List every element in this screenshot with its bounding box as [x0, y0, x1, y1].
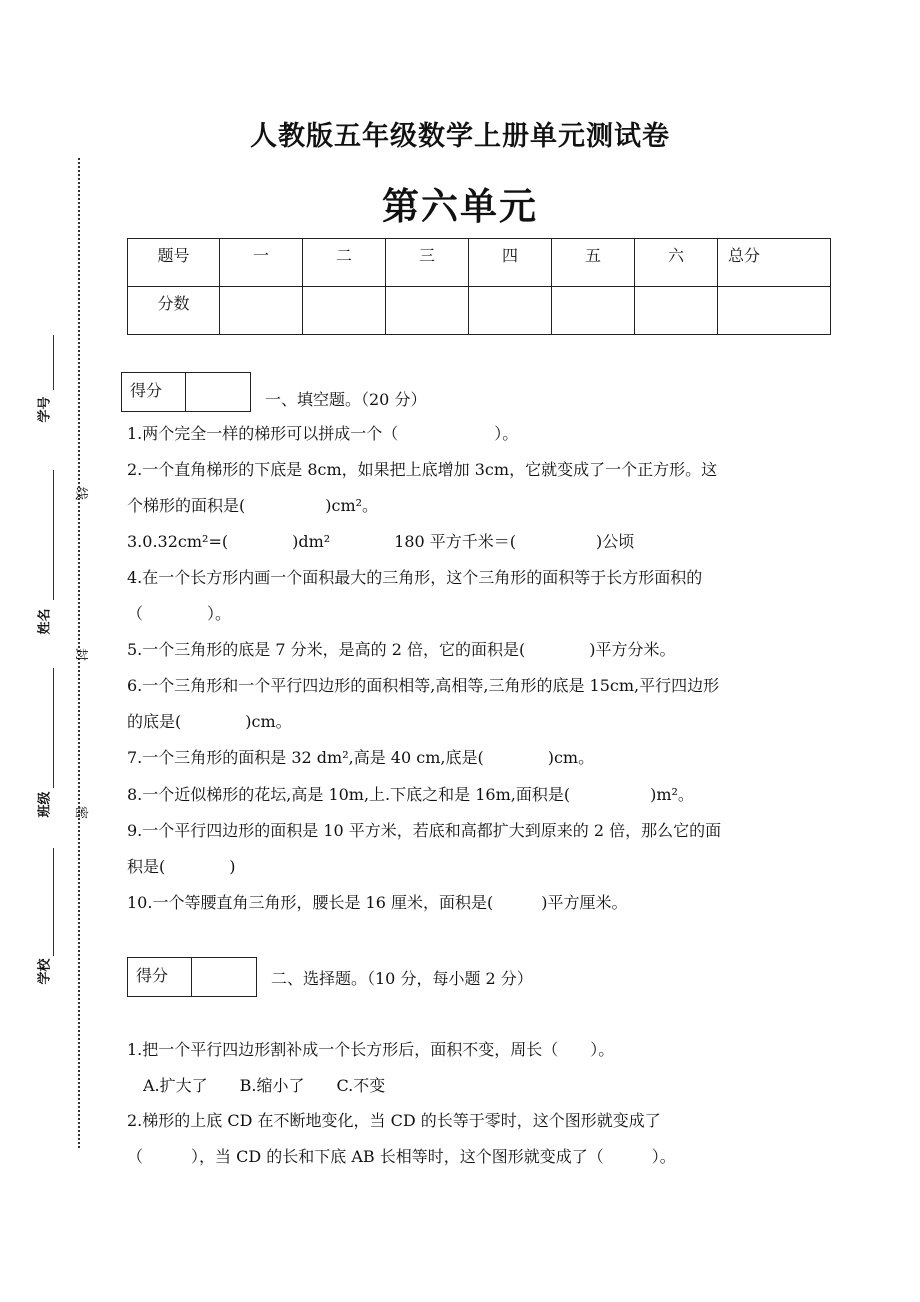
score-table-score-row: [128, 287, 831, 335]
score-input-cell[interactable]: [469, 287, 552, 335]
score-input-cell[interactable]: [386, 287, 469, 335]
question-line: 2.一个直角梯形的下底是 8cm，如果把上底增加 3cm，它就变成了一个正方形。这: [127, 460, 718, 479]
score-input-cell[interactable]: [552, 287, 635, 335]
side-label-school: 学校: [37, 958, 53, 985]
question-line: 8.一个近似梯形的花坛,高是 10m,上.下底之和是 16m,面积是( )m²。: [127, 785, 694, 804]
question-line: 4.在一个长方形内画一个面积最大的三角形，这个三角形的面积等于长方形面积的: [127, 568, 703, 587]
side-fill-line-student-id: [53, 335, 54, 390]
section1-score-box: [121, 372, 251, 412]
side-label-student-id: 学号: [37, 396, 53, 423]
seal-mark-secret: 密: [73, 805, 89, 820]
score-table-cell: 三: [386, 239, 469, 287]
unit-title: 第六单元: [382, 184, 538, 228]
section2-score-box: [127, 957, 257, 997]
side-label-name: 姓名: [37, 608, 53, 635]
question-line: 个梯形的面积是( )cm²。: [127, 496, 379, 515]
score-input-cell[interactable]: [303, 287, 386, 335]
score-table-cell: 一: [220, 239, 303, 287]
score-box-blank[interactable]: [186, 373, 250, 411]
score-box-label: 得分: [128, 958, 192, 996]
score-table-cell: 总分: [718, 239, 831, 287]
score-table-header-row: [128, 239, 831, 287]
page-title: 人教版五年级数学上册单元测试卷: [250, 121, 670, 152]
score-table-cell: 二: [303, 239, 386, 287]
side-fill-line-class: [53, 668, 54, 788]
question-line: 2.梯形的上底 CD 在不断地变化，当 CD 的长等于零时，这个图形就变成了: [127, 1111, 661, 1130]
question-line: 的底是( )cm。: [127, 712, 292, 731]
question-line: 3.0.32cm²=( )dm² 180 平方千米＝( )公顷: [127, 532, 635, 551]
question-line: 5.一个三角形的底是 7 分米，是高的 2 倍，它的面积是( )平方分米。: [127, 640, 676, 659]
question-line: A.扩大了 B.缩小了 C.不变: [127, 1076, 386, 1095]
seal-mark-line: 线: [73, 486, 89, 501]
section2-title: 二、选择题。（10 分，每小题 2 分）: [271, 969, 533, 988]
question-line: （ ），当 CD 的长和下底 AB 长相等时，这个图形就变成了（ ）。: [127, 1147, 676, 1166]
section1-title: 一、填空题。（20 分）: [265, 390, 427, 409]
question-line: 10.一个等腰直角三角形，腰长是 16 厘米，面积是( )平方厘米。: [127, 893, 628, 912]
score-input-cell[interactable]: [718, 287, 831, 335]
score-box-label: 得分: [122, 373, 186, 411]
score-table-cell: 题号: [128, 239, 220, 287]
question-line: 6.一个三角形和一个平行四边形的面积相等,高相等,三角形的底是 15cm,平行四边形: [127, 676, 720, 695]
question-line: 1.把一个平行四边形割补成一个长方形后，面积不变，周长（ ）。: [127, 1040, 615, 1059]
score-input-cell[interactable]: [220, 287, 303, 335]
score-table: [127, 238, 831, 335]
score-table-cell: 分数: [128, 287, 220, 335]
question-line: 9.一个平行四边形的面积是 10 平方米，若底和高都扩大到原来的 2 倍，那么它的面: [127, 821, 722, 840]
question-line: 积是( ): [127, 857, 236, 876]
question-line: 1.两个完全一样的梯形可以拼成一个（ ）。: [127, 424, 519, 443]
side-fill-line-name: [53, 470, 54, 600]
question-line: 7.一个三角形的面积是 32 dm²,高是 40 cm,底是( )cm。: [127, 748, 595, 767]
question-line: （ ）。: [127, 604, 232, 623]
score-input-cell[interactable]: [635, 287, 718, 335]
seal-mark-seal: 封: [73, 647, 89, 662]
score-box-blank[interactable]: [192, 958, 256, 996]
score-table-cell: 四: [469, 239, 552, 287]
side-label-class: 班级: [37, 791, 53, 818]
side-fill-line-school: [53, 848, 54, 956]
score-table-cell: 六: [635, 239, 718, 287]
score-table-cell: 五: [552, 239, 635, 287]
